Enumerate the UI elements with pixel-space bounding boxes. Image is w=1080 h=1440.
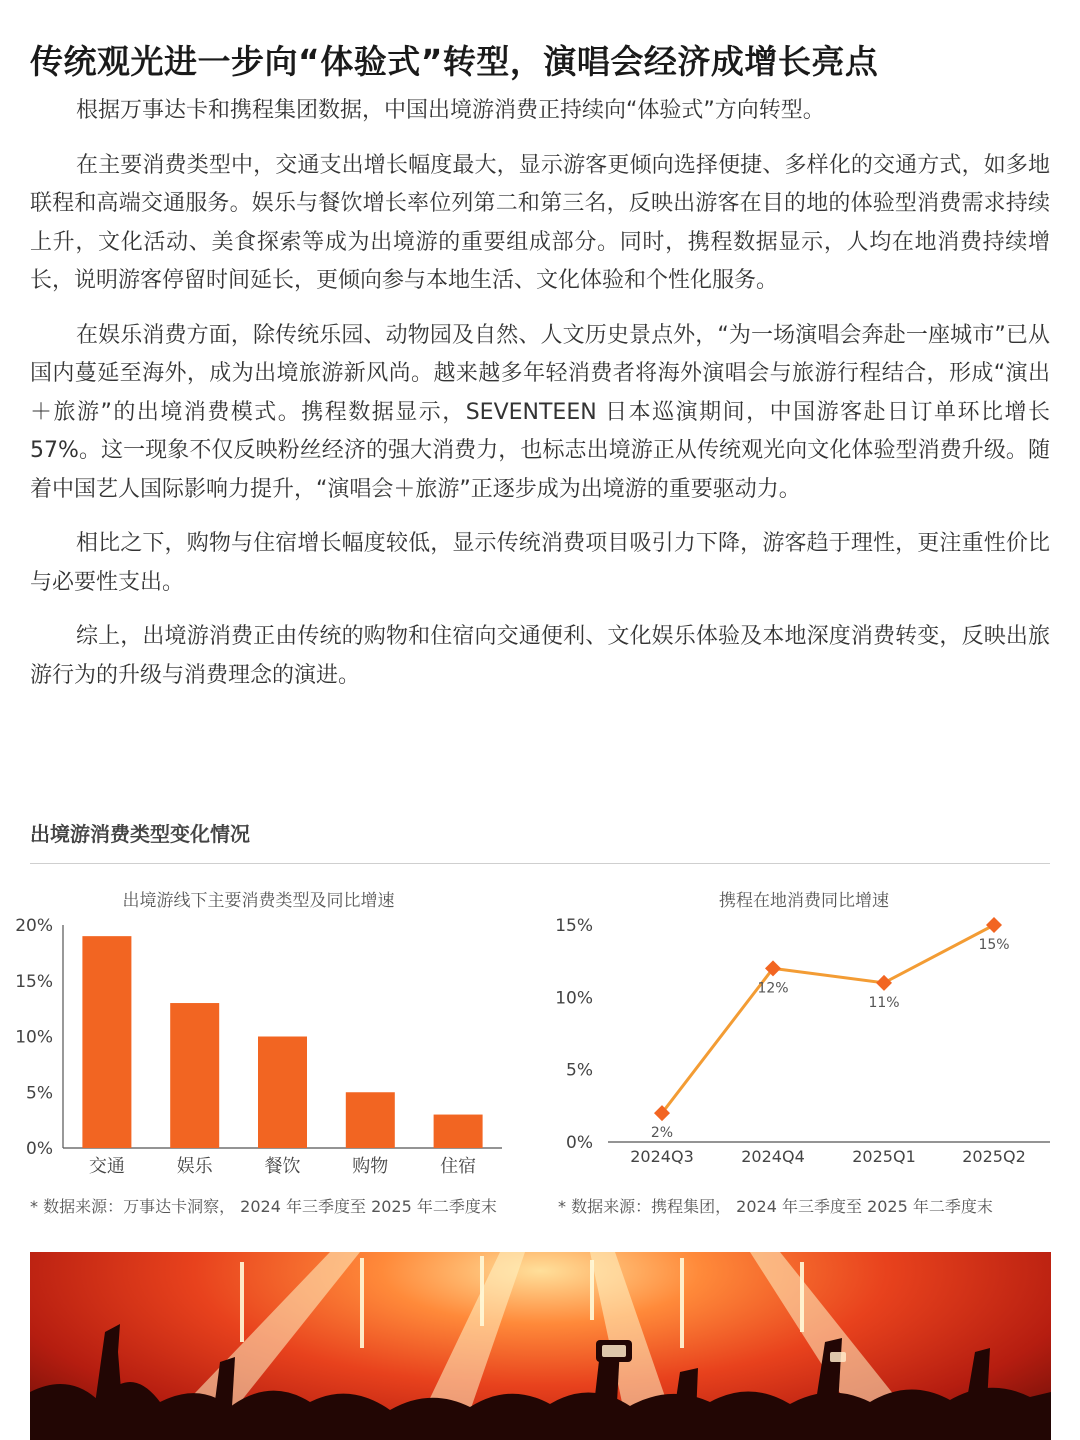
bar-chart-y-tick-label: 20% — [15, 916, 53, 936]
line-chart-y-tick-label: 10% — [555, 988, 593, 1009]
concert-crowd-photo — [30, 1252, 1051, 1440]
line-chart-x-tick-label: 2025Q1 — [852, 1147, 916, 1166]
line-point-3 — [986, 917, 1002, 933]
line-data-label: 12% — [757, 980, 789, 997]
line-chart — [540, 878, 1080, 1188]
line-series — [662, 925, 994, 1113]
bar-chart-y-tick-label: 0% — [26, 1139, 53, 1159]
article-body — [30, 92, 1050, 711]
bar-chart-source-note: * 数据来源：万事达卡洞察， 2024 年三季度至 2025 年二季度末 — [30, 1197, 497, 1216]
paragraph-shopping-lodging: 相比之下，购物与住宿增长幅度较低，显示传统消费项目吸引力下降，游客趋于理性，更注重性价比与必要性支出。 — [30, 531, 1050, 595]
concert-crowd-illustration — [30, 1252, 1051, 1440]
paragraph-consumption-types: 在主要消费类型中，交通支出增长幅度最大，显示游客更倾向选择便捷、多样化的交通方式，如多地联程和高端交通服务。娱乐与餐饮增长率位列第二和第三名，反映出游客在目的地的体验型消费需求持续上升，文化活动、美食探索等成为出境游的重要组成部分。同时，携程数据显示，人均在地消费持续增长，说明游客停留时间延长，更倾向参与本地生活、文化体验和个性化服务。 — [30, 152, 1050, 293]
bar-chart-x-tick-label: 购物 — [352, 1156, 389, 1177]
line-chart-x-tick-label: 2024Q4 — [741, 1147, 805, 1166]
bar-chart-y-tick-label: 5% — [26, 1083, 53, 1104]
line-chart-title: 携程在地消费同比增速 — [719, 891, 889, 911]
line-chart-y-tick-label: 15% — [555, 916, 593, 936]
bar-2 — [258, 1037, 307, 1149]
line-chart-y-tick-label: 5% — [566, 1060, 593, 1081]
bar-chart-y-tick-label: 15% — [15, 971, 53, 992]
section-divider — [30, 863, 1050, 864]
bar-1 — [170, 1003, 219, 1148]
line-chart-x-tick-label: 2024Q3 — [630, 1147, 694, 1166]
line-chart-y-tick-label: 0% — [566, 1133, 593, 1153]
paragraph-entertainment: 在娱乐消费方面，除传统乐园、动物园及自然、人文历史景点外，“为一场演唱会奔赴一座城市”已从国内蔓延至海外，成为出境旅游新风尚。越来越多年轻消费者将海外演唱会与旅游行程结合，形成“演出＋旅游”的出境消费模式。携程数据显示，SEVENTEEN 日本巡演期间，中国游客赴日订单环比增长 57%。这一现象不仅反映粉丝经济的强大消费力，也标志出境游正从传统观光向文化体验型消费升级。随着中国艺人国际影响力提升，“演唱会＋旅游”正逐步成为出境游的重要驱动力。 — [30, 322, 1050, 502]
line-data-label: 11% — [868, 994, 900, 1011]
section-heading: 出境游消费类型变化情况 — [30, 822, 250, 846]
bar-chart — [0, 878, 530, 1188]
bar-4 — [434, 1115, 483, 1148]
line-data-label: 2% — [650, 1125, 674, 1142]
line-chart-x-tick-label: 2025Q2 — [962, 1147, 1026, 1166]
bar-chart-x-tick-label: 餐饮 — [264, 1156, 301, 1177]
bar-chart-x-tick-label: 娱乐 — [176, 1156, 213, 1177]
bar-chart-x-tick-label: 交通 — [88, 1156, 125, 1177]
line-data-label: 15% — [978, 937, 1010, 953]
bar-0 — [82, 936, 131, 1148]
bar-chart-y-tick-label: 10% — [15, 1027, 53, 1048]
bar-3 — [346, 1092, 395, 1148]
line-point-2 — [876, 975, 892, 991]
paragraph-intro: 根据万事达卡和携程集团数据，中国出境游消费正持续向“体验式”方向转型。 — [76, 98, 825, 123]
article-title: 传统观光进一步向“体验式”转型，演唱会经济成增长亮点 — [30, 42, 879, 81]
paragraph-summary: 综上，出境游消费正由传统的购物和住宿向交通便利、文化娱乐体验及本地深度消费转变，反映出旅游行为的升级与消费理念的演进。 — [30, 624, 1050, 688]
line-chart-source-note: * 数据来源：携程集团， 2024 年三季度至 2025 年二季度末 — [558, 1197, 993, 1216]
bar-chart-title: 出境游线下主要消费类型及同比增速 — [122, 891, 395, 911]
bar-chart-x-tick-label: 住宿 — [440, 1156, 477, 1177]
